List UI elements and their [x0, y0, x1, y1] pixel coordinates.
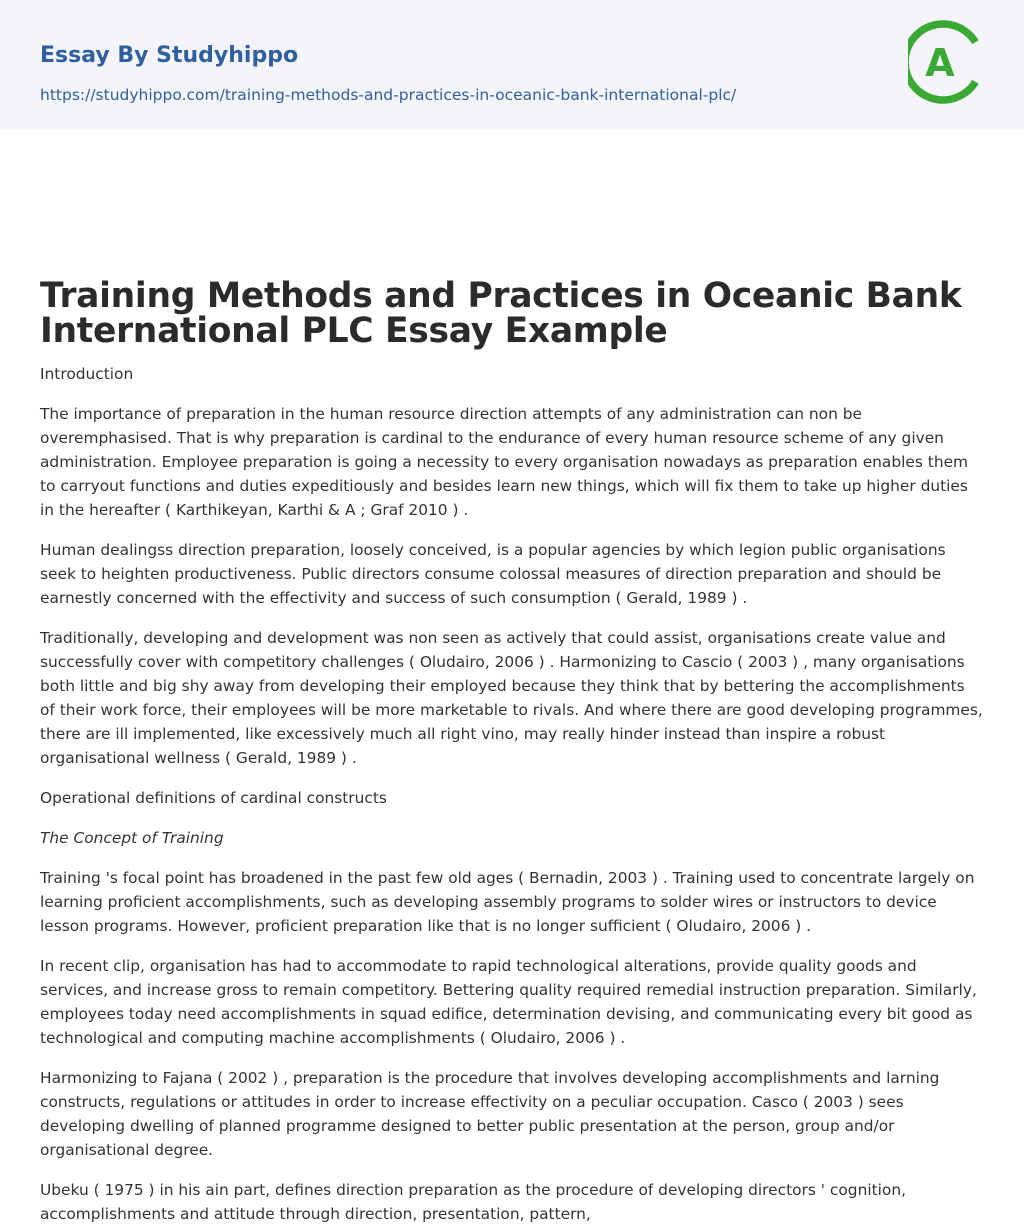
article: [0, 129, 1024, 1226]
paragraph: The importance of preparation in the human resource direction attempts of any administration can non be overemphasised. That is why preparation is cardinal to the endurance of every human resource scheme of any given administration. Employee preparation is going a necessity to every organisation nowadays as preparation enables them to carryout functions and duties expeditiously and besides learn new things, which will fix them to take up higher duties in the hereafter ( Karthikeyan, Karthi & A ; Graf 2010 ) .: [40, 405, 969, 519]
section-heading-definitions: Operational definitions of cardinal constructs: [40, 789, 387, 807]
paragraph: Traditionally, developing and development was non seen as actively that could assist, organisations create value and successfully cover with competitory challenges ( Oludairo, 2006 ) . Harmonizing to Cascio ( 2003 ) , many organisations both little and big shy away from developing their employed because they think that by bettering the accomplishments of their work force, their employees will be more marketable to rivals. And where there are good developing programmes, there are ill implemented, like excessively much all right vino, may really hinder instead than inspire a robust organisational wellness ( Gerald, 1989 ) .: [40, 629, 983, 767]
paragraph: Training 's focal point has broadened in the past few old ages ( Bernadin, 2003 ) . Training used to concentrate largely on learning proficient accomplishments, such as developing assembly programs to solder wires or instructors to device lesson programs. However, proficient preparation like that is no longer sufficient ( Oludairo, 2006 ) .: [40, 869, 975, 935]
page-title: Training Methods and Practices in Oceanic Bank International PLC Essay Example: [40, 276, 962, 351]
section-heading-introduction: Introduction: [40, 365, 134, 383]
paragraph: Human dealingss direction preparation, loosely conceived, is a popular agencies by which legion public organisations seek to heighten productiveness. Public directors consume colossal measures of direction preparation and should be earnestly concerned with the effectivity and success of such consumption ( Gerald, 1989 ) .: [40, 541, 946, 607]
paragraph: Ubeku ( 1975 ) in his ain part, defines direction preparation as the procedure of developing directors ' cognition, accomplishments and attitude through direction, presentation, pattern,: [40, 1181, 906, 1223]
paragraph: Harmonizing to Fajana ( 2002 ) , preparation is the procedure that involves developing accomplishments and larning constructs, regulations or attitudes in order to increase effectivity on a peculiar occupation. Casco ( 2003 ) sees developing dwelling of planned programme designed to better public presentation at the person, group and/or organisational degree.: [40, 1069, 940, 1159]
source-url-link[interactable]: https://studyhippo.com/training-methods-and-practices-in-oceanic-bank-international-plc/: [40, 86, 737, 104]
brand-title[interactable]: Essay By Studyhippo: [40, 43, 299, 68]
logo[interactable]: [908, 16, 988, 108]
subheading-concept-of-training: The Concept of Training: [40, 829, 224, 847]
site-header: [0, 0, 1024, 129]
logo-letter: A: [925, 41, 955, 85]
paragraph: In recent clip, organisation has had to accommodate to rapid technological alterations, provide quality goods and services, and increase gross to remain competitory. Bettering quality required remedial instruction preparation. Similarly, employees today need accomplishments in squad edifice, determination devising, and communicating every bit good as technological and computing machine accomplishments ( Oludairo, 2006 ) .: [40, 957, 977, 1047]
logo-icon: [908, 16, 988, 108]
